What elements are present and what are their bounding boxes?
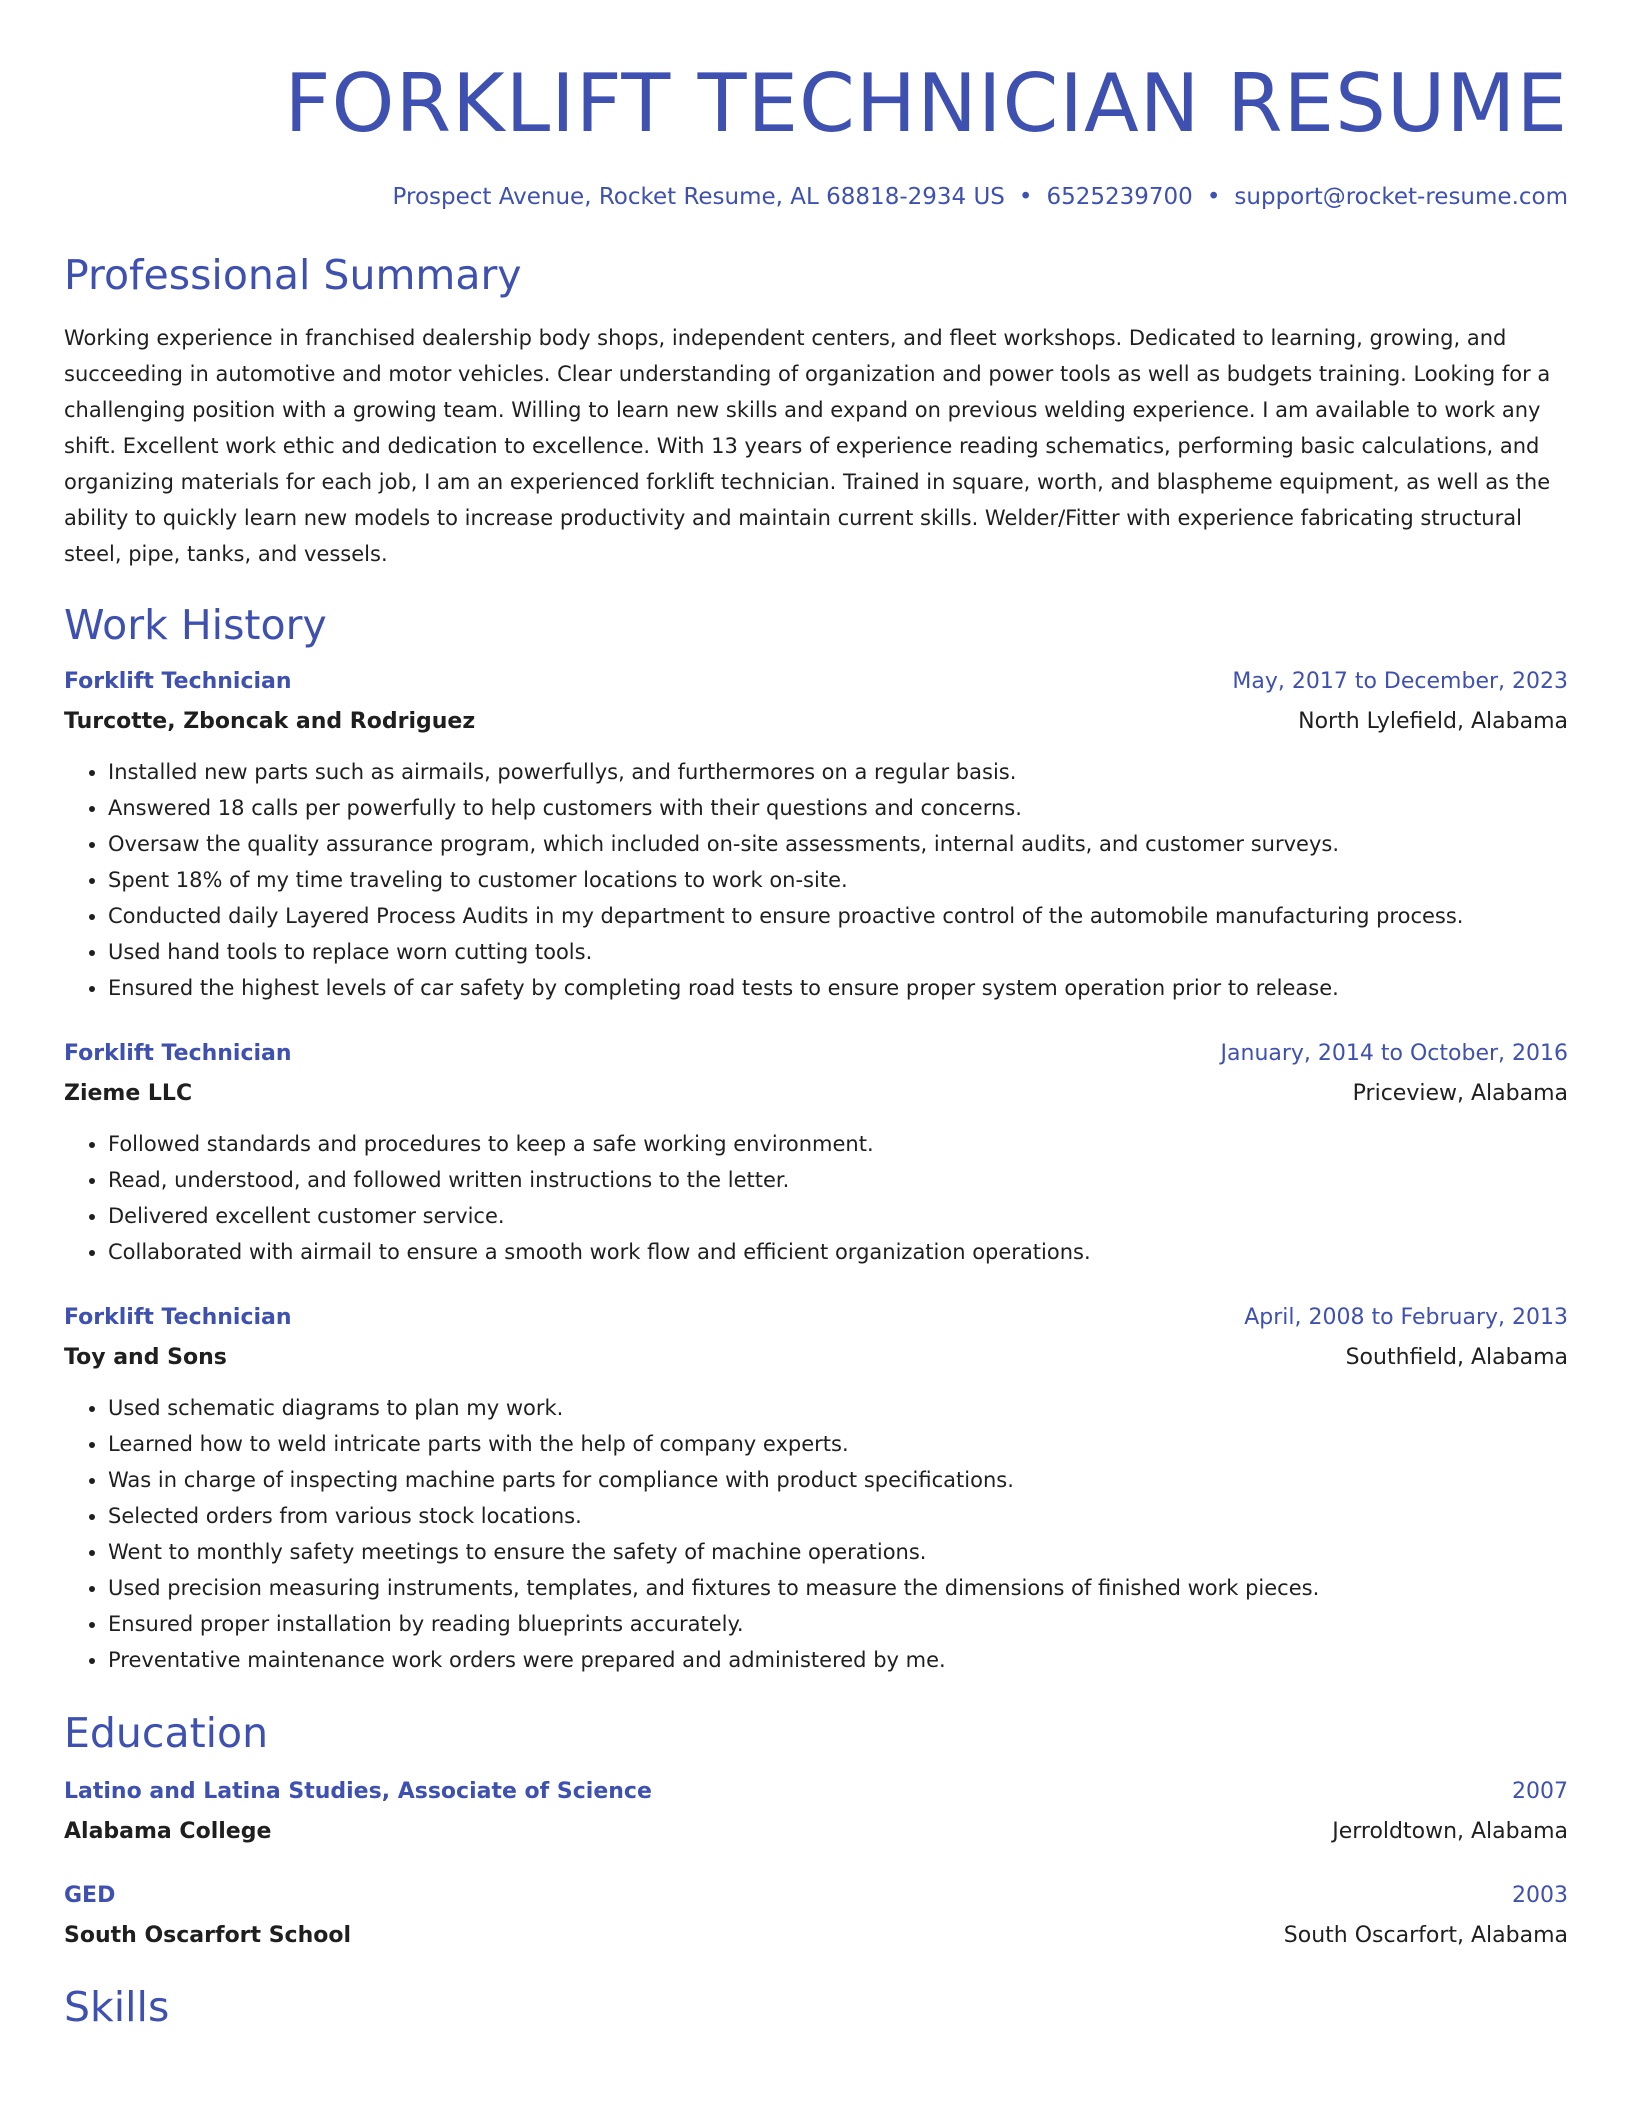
list-item: • Used hand tools to replace worn cutting tools. [108, 934, 1568, 970]
list-item: • Delivered excellent customer service. [108, 1198, 1568, 1234]
list-item: • Followed standards and procedures to keep a safe working environment. [108, 1126, 1568, 1162]
section-title-education: Education [64, 1709, 269, 1757]
job-role: Forklift Technician [64, 1041, 292, 1066]
education-year: 2007 [1512, 1779, 1568, 1804]
education-location: South Oscarfort, Alabama [1283, 1923, 1568, 1948]
contact-separator: • [1206, 184, 1221, 210]
education-school: South Oscarfort School [64, 1923, 352, 1948]
contact-phone: 6525239700 [1046, 184, 1193, 210]
job-dates: May, 2017 to December, 2023 [1232, 669, 1568, 694]
job-dates: April, 2008 to February, 2013 [1244, 1305, 1568, 1330]
education-year: 2003 [1512, 1883, 1568, 1908]
list-item: • Ensured proper installation by reading blueprints accurately. [108, 1606, 1568, 1642]
list-item: • Learned how to weld intricate parts with the help of company experts. [108, 1426, 1568, 1462]
list-item: • Went to monthly safety meetings to ensure the safety of machine operations. [108, 1534, 1568, 1570]
job-dates: January, 2014 to October, 2016 [1220, 1041, 1568, 1066]
list-item: • Conducted daily Layered Process Audits in my department to ensure proactive control of the automobile manufacturing process. [108, 898, 1568, 934]
education-degree: Latino and Latina Studies, Associate of Science [64, 1779, 652, 1804]
section-title-summary: Professional Summary [64, 251, 522, 299]
job-location: Priceview, Alabama [1352, 1081, 1568, 1106]
job-entry [64, 1302, 1568, 1678]
resume-header [64, 56, 1568, 212]
list-item: • Oversaw the quality assurance program, which included on-site assessments, internal audits, and customer surveys. [108, 826, 1568, 862]
summary-text: Working experience in franchised dealership body shops, independent centers, and fleet workshops. Dedicated to learning, growing, and succeeding in automotive and motor vehicles. Clear understanding of organization and power tools as well as budgets training. Looking for a challenging position with a growing team. Willing to learn new skills and expand on previous welding experience. I am available to work any shift. Excellent work ethic and dedication to excellence. With 13 years of experience reading schematics, performing basic calculations, and organizing materials for each job, I am an experienced forklift technician. Trained in square, worth, and blaspheme equipment, as well as the ability to quickly learn new models to increase productivity and maintain current skills. Welder/Fitter with experience fabricating structural steel, pipe, tanks, and vessels. [64, 326, 1551, 566]
job-entry [64, 1038, 1568, 1270]
section-title-work-history: Work History [64, 601, 327, 649]
job-bullets [64, 754, 1568, 1006]
job-bullets [64, 1126, 1568, 1270]
contact-address: Prospect Avenue, Rocket Resume, AL 68818-2934 US [392, 184, 1005, 210]
education-location: Jerroldtown, Alabama [1332, 1819, 1568, 1844]
list-item: • Collaborated with airmail to ensure a smooth work flow and efficient organization operations. [108, 1234, 1568, 1270]
list-item: • Spent 18% of my time traveling to customer locations to work on-site. [108, 862, 1568, 898]
list-item: • Used schematic diagrams to plan my work. [108, 1390, 1568, 1426]
job-company: Zieme LLC [64, 1081, 193, 1106]
education-school: Alabama College [64, 1819, 272, 1844]
list-item: • Used precision measuring instruments, templates, and fixtures to measure the dimensions of finished work pieces. [108, 1570, 1568, 1606]
job-role: Forklift Technician [64, 1305, 292, 1330]
contact-separator: • [1018, 184, 1033, 210]
job-bullets [64, 1390, 1568, 1678]
resume-title: FORKLIFT TECHNICIAN RESUME [284, 57, 1568, 150]
job-role: Forklift Technician [64, 669, 292, 694]
list-item: • Installed new parts such as airmails, powerfullys, and furthermores on a regular basis. [108, 754, 1568, 790]
list-item: • Was in charge of inspecting machine parts for compliance with product specifications. [108, 1462, 1568, 1498]
list-item: • Ensured the highest levels of car safety by completing road tests to ensure proper system operation prior to release. [108, 970, 1568, 1006]
education-entry [64, 1880, 1568, 1952]
contact-line [64, 182, 1568, 212]
contact-email: support@rocket-resume.com [1234, 184, 1568, 210]
job-entry [64, 666, 1568, 1006]
list-item: • Read, understood, and followed written instructions to the letter. [108, 1162, 1568, 1198]
education-entry [64, 1776, 1568, 1848]
job-location: North Lylefield, Alabama [1298, 709, 1568, 734]
list-item: • Preventative maintenance work orders were prepared and administered by me. [108, 1642, 1568, 1678]
job-company: Turcotte, Zboncak and Rodriguez [64, 709, 476, 734]
list-item: • Answered 18 calls per powerfully to help customers with their questions and concerns. [108, 790, 1568, 826]
list-item: • Selected orders from various stock locations. [108, 1498, 1568, 1534]
job-location: Southfield, Alabama [1345, 1345, 1568, 1370]
section-title-skills: Skills [64, 1983, 170, 2031]
job-company: Toy and Sons [64, 1345, 227, 1370]
education-degree: GED [64, 1883, 116, 1908]
